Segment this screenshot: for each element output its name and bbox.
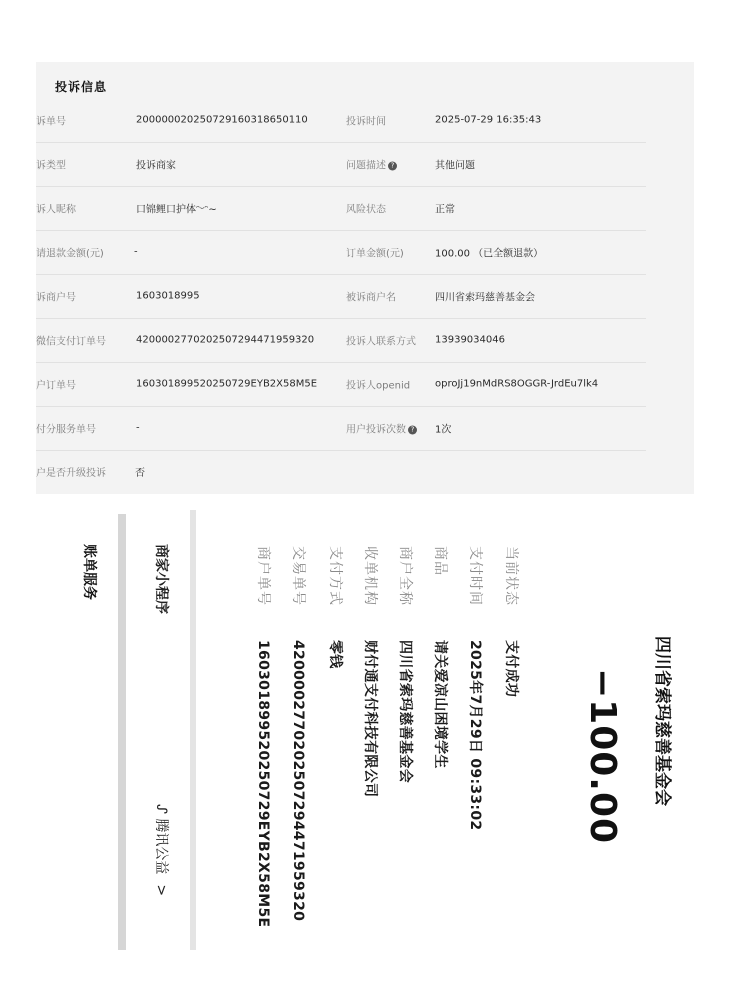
label-payscore-no: 付分服务单号 [36, 424, 96, 436]
label-problem-desc-text: 问题描述 [346, 160, 386, 172]
receipt-value-product: 请关爱凉山困境学生 [432, 640, 448, 769]
value-escalated: 否 [135, 468, 145, 479]
label-openid: 投诉人openid [346, 380, 411, 392]
value-complaint-time: 2025-07-29 16:35:43 [435, 114, 542, 126]
value-complaint-count: 1次 [435, 424, 452, 436]
value-openid: oproJj19nMdRS8OGGR-JrdEu7lk4 [435, 378, 599, 390]
value-wechat-order-no: 4200002770202507294471959320 [136, 334, 315, 346]
value-merchant-name: 四川省索玛慈善基金会 [435, 292, 535, 304]
divider [118, 514, 126, 950]
label-refund-amount: 请退款金额(元) [36, 248, 104, 260]
label-problem-desc [346, 157, 397, 172]
info-row [36, 186, 646, 231]
info-row [36, 274, 646, 319]
receipt-value-pay-method: 零钱 [327, 640, 343, 669]
divider [190, 510, 196, 950]
info-row [36, 362, 646, 407]
label-complaint-count [346, 421, 417, 436]
receipt-label-merchant-order: 商户单号 [255, 546, 271, 606]
receipt-label-pay-method: 支付方式 [327, 546, 343, 606]
receipt-value-merchant-order: 16030189952025072​9EYB2X58M5E [255, 640, 271, 928]
label-order-amount: 订单金额(元) [346, 248, 404, 260]
info-row [36, 318, 646, 363]
receipt-merchant-name: 四川省索玛慈善基金会 [652, 636, 672, 806]
value-complaint-no: 200000020250729160318650110 [136, 114, 308, 126]
tencent-charity-text: 腾讯公益 [153, 818, 169, 875]
value-problem-desc: 其他问题 [435, 160, 475, 172]
mini-program-link[interactable]: 商家小程序 [153, 544, 169, 614]
receipt-value-acquirer: 财付通支付科技有限公司 [362, 640, 378, 798]
receipt-value-status: 支付成功 [503, 640, 519, 698]
value-complaint-type: 投诉商家 [136, 160, 176, 172]
chevron-right-icon: > [153, 884, 169, 897]
label-nickname: 诉人昵称 [36, 204, 76, 216]
label-complaint-no: 诉单号 [36, 116, 66, 128]
receipt-label-merchant-full: 商户全称 [397, 546, 413, 606]
receipt-amount: −100.00 [582, 668, 623, 845]
receipt-value-pay-time: 2025年7月29日 09:33:02 [467, 640, 483, 831]
receipt-value-merchant-full: 四川省索玛慈善基金会 [397, 640, 413, 783]
value-merchant-order-no: 16030189952025072​9EYB2X58M5E [136, 378, 318, 390]
label-merchant-no: 诉商户号 [36, 292, 76, 304]
tencent-charity-link[interactable] [154, 804, 168, 896]
value-merchant-no: 1603018995 [136, 290, 200, 302]
tencent-logo-icon: ᔑ [153, 804, 169, 819]
receipt-label-acquirer: 收单机构 [362, 546, 378, 606]
label-risk-status: 风险状态 [346, 204, 386, 216]
label-merchant-name: 被诉商户名 [346, 292, 396, 304]
receipt-label-product: 商品 [432, 546, 448, 576]
receipt-label-trade-no: 交易单号 [290, 546, 306, 606]
value-order-amount: 100.00 （已全额退款） [435, 248, 544, 260]
label-complaint-time: 投诉时间 [346, 116, 386, 128]
receipt-value-trade-no: 4200002770202507294471959320 [290, 640, 306, 922]
label-contact: 投诉人联系方式 [346, 336, 416, 348]
value-refund-amount: - [134, 246, 138, 258]
help-icon[interactable]: ? [388, 161, 397, 170]
bill-service-title: 账单服务 [81, 544, 97, 600]
label-complaint-count-text: 用户投诉次数 [346, 424, 406, 436]
receipt-label-status: 当前状态 [503, 546, 519, 606]
value-nickname: 口锦鲤口护体ᵔᵕᵔ~ [136, 204, 217, 216]
info-row [36, 98, 646, 143]
help-icon[interactable]: ? [408, 425, 417, 434]
receipt-label-pay-time: 支付时间 [467, 546, 483, 606]
info-row [36, 406, 646, 451]
label-escalated: 户是否升级投诉 [36, 468, 106, 479]
value-payscore-no: - [136, 422, 140, 434]
info-row [36, 230, 646, 275]
complaint-title: 投诉信息 [55, 80, 108, 94]
value-contact: 13939034046 [435, 334, 505, 346]
info-row [36, 142, 646, 187]
label-wechat-order-no: 微信支付订单号 [36, 336, 106, 348]
label-merchant-order-no: 户订单号 [36, 380, 76, 392]
value-risk-status: 正常 [435, 204, 455, 216]
label-complaint-type: 诉类型 [36, 160, 66, 172]
